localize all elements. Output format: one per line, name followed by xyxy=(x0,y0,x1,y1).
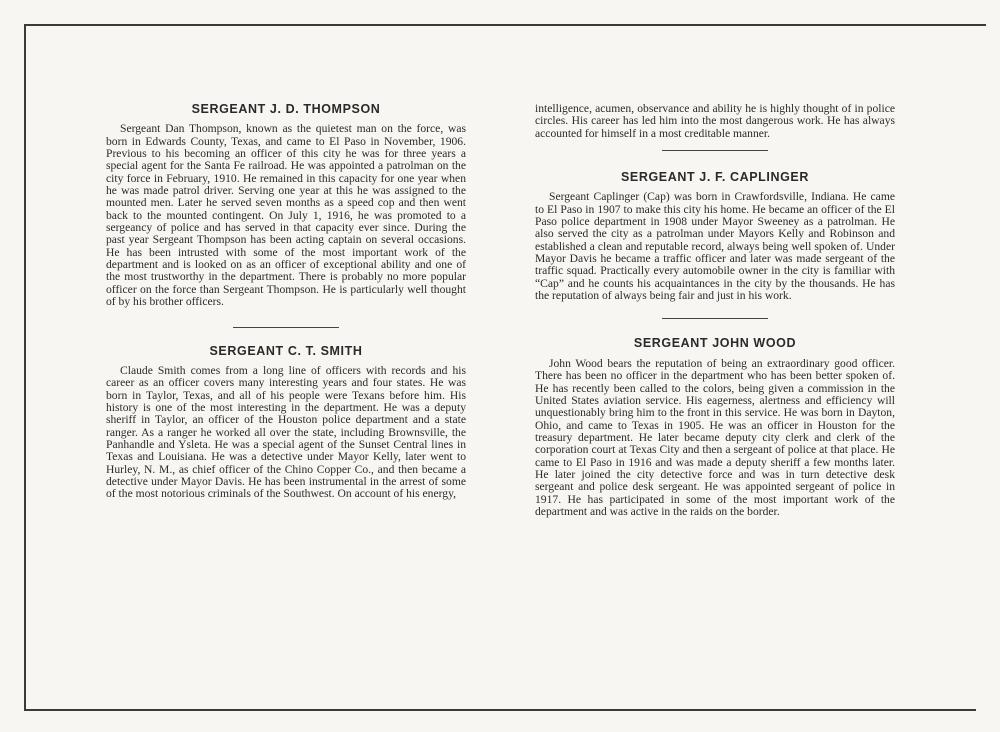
page-frame-top-rule xyxy=(24,24,986,26)
heading-smith: SERGEANT C. T. SMITH xyxy=(209,343,363,358)
bio-smith-continued: intelligence, acumen, observance and ability he is highly thought of in police circles. His career has led him into the most dangerous work. He has always accounted for himself in a most creditable manner. xyxy=(535,102,895,140)
page-frame-left-rule xyxy=(24,24,26,710)
left-column xyxy=(106,103,466,501)
heading-wood: SERGEANT JOHN WOOD xyxy=(633,336,797,351)
page-frame-bottom-rule xyxy=(24,709,976,711)
right-column xyxy=(535,103,895,518)
bio-thompson: Sergeant Dan Thompson, known as the quietest man on the force, was born in Edwards County, Texas, and came to El Paso in November, 1906. Previous to his becoming an officer of this city he was for three years a special agent for the Santa Fe railroad. He was appointed a patrolman on the city force in February, 1910. He remained in this capacity for one year when he was made patrol driver. Serving one year at this he was assigned to the mounted men. Later he served seven months as a speed cop and then went back to the mounted contingent. On July 1, 1916, he was promoted to a sergeancy of police and has served in that capacity ever since. During the past year Sergeant Thompson has been acting captain on several occasions. He has been intrusted with some of the most important work of the department and is looked on as an officer of exceptional ability and one of the most trustworthy in the department. There is probably no more popular officer on the force than Sergeant Thompson. He is particularly well thought of by his brother officers. xyxy=(106,122,466,309)
heading-caplinger: SERGEANT J. F. CAPLINGER xyxy=(620,170,810,185)
heading-thompson: SERGEANT J. D. THOMPSON xyxy=(191,102,381,116)
bio-smith: Claude Smith comes from a long line of officers with records and his career as an officer covers many interesting years and four states. He was born in Taylor, Texas, and all of his people were Texans before him. His history is one of the most interesting in the department. He was a deputy sheriff in Taylor, an officer of the Houston police department and a state ranger. As a ranger he worked all over the state, including Brownsville, the Panhandle and Ysleta. He was a special agent of the Sunset Central lines in Texas and Louisiana. He was a detective under Mayor Kelly, later went to Hurley, N. M., as chief officer of the Chino Copper Co., and then became a detective under Mayor Davis. He has been instrumental in the arrest of some of the most notorious criminals of the Southwest. On account of his energy, xyxy=(106,363,466,501)
bio-caplinger: Sergeant Caplinger (Cap) was born in Crawfordsville, Indiana. He came to El Paso in 1907 to make this city his home. He became an officer of the El Paso police department in 1908 under Mayor Sweeney as a patrolman. He also served the city as a patrolman under Mayors Kelly and Robinson and established a clean and reputable record, always being well spoken of. Under Mayor Davis he became a traffic officer and later was made sergeant of the traffic squad. Practically every automobile owner in the city is familiar with “Cap” and he counts his acquaintances in the city by the thousands. He has the reputation of always being fair and just in his work. xyxy=(535,190,895,303)
bio-wood: John Wood bears the reputation of being an extraordinary good officer. There has been no officer in the department who has been better spoken of. He has recently been called to the colors, being given a commission in the United States aviation service. His eagerness, alertness and efficiency will unquestionably bring him to the front in this service. He was born in Dayton, Ohio, and came to Texas in 1905. He was an officer in Houston for the treasury department. He later became deputy city clerk and clerk of the corporation court at Texas City and then a sergeant of police at that place. He came to El Paso in 1916 and was made a deputy sheriff a few months later. He later joined the city detective force and was in turn detective desk sergeant and police desk sergeant. He was appointed sergeant of police in 1917. He has participated in some of the most important work of the department and was active in the raids on the border. xyxy=(535,356,895,518)
